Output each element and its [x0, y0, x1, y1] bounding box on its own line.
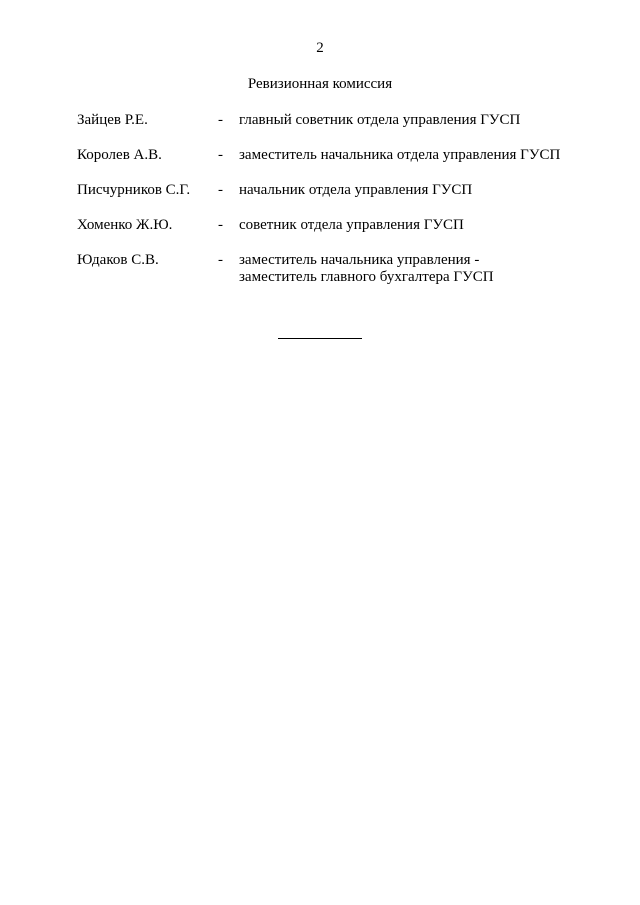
- member-name: Королев А.В.: [77, 147, 162, 163]
- member-position-line: заместитель главного бухгалтера ГУСП: [239, 269, 494, 285]
- member-dash: -: [218, 217, 223, 233]
- member-position: [239, 182, 597, 199]
- member-dash: -: [218, 112, 223, 128]
- member-position: [239, 217, 597, 234]
- member-position-line: заместитель начальника управления -: [239, 252, 480, 268]
- member-position: [239, 147, 597, 164]
- member-position-line: советник отдела управления ГУСП: [239, 217, 464, 233]
- member-name: Хоменко Ж.Ю.: [77, 217, 173, 233]
- member-position: [239, 252, 597, 286]
- member-position: [239, 112, 597, 129]
- member-row: [77, 112, 597, 129]
- page-number: 2: [316, 40, 324, 56]
- member-dash: -: [218, 147, 223, 163]
- member-dash: -: [218, 252, 223, 268]
- member-position-line: начальник отдела управления ГУСП: [239, 182, 473, 198]
- member-row: [77, 147, 597, 164]
- member-row: [77, 252, 597, 286]
- member-name: Писчурников С.Г.: [77, 182, 191, 198]
- commission-member-list: [77, 112, 597, 304]
- member-name: Юдаков С.В.: [77, 252, 159, 268]
- member-dash: -: [218, 182, 223, 198]
- member-position-line: заместитель начальника отдела управления ГУСП: [239, 147, 561, 163]
- end-of-list-divider: [278, 338, 362, 339]
- member-position-line: главный советник отдела управления ГУСП: [239, 112, 521, 128]
- member-name: Зайцев Р.Е.: [77, 112, 148, 128]
- member-row: [77, 217, 597, 234]
- member-row: [77, 182, 597, 199]
- section-heading: Ревизионная комиссия: [247, 76, 393, 92]
